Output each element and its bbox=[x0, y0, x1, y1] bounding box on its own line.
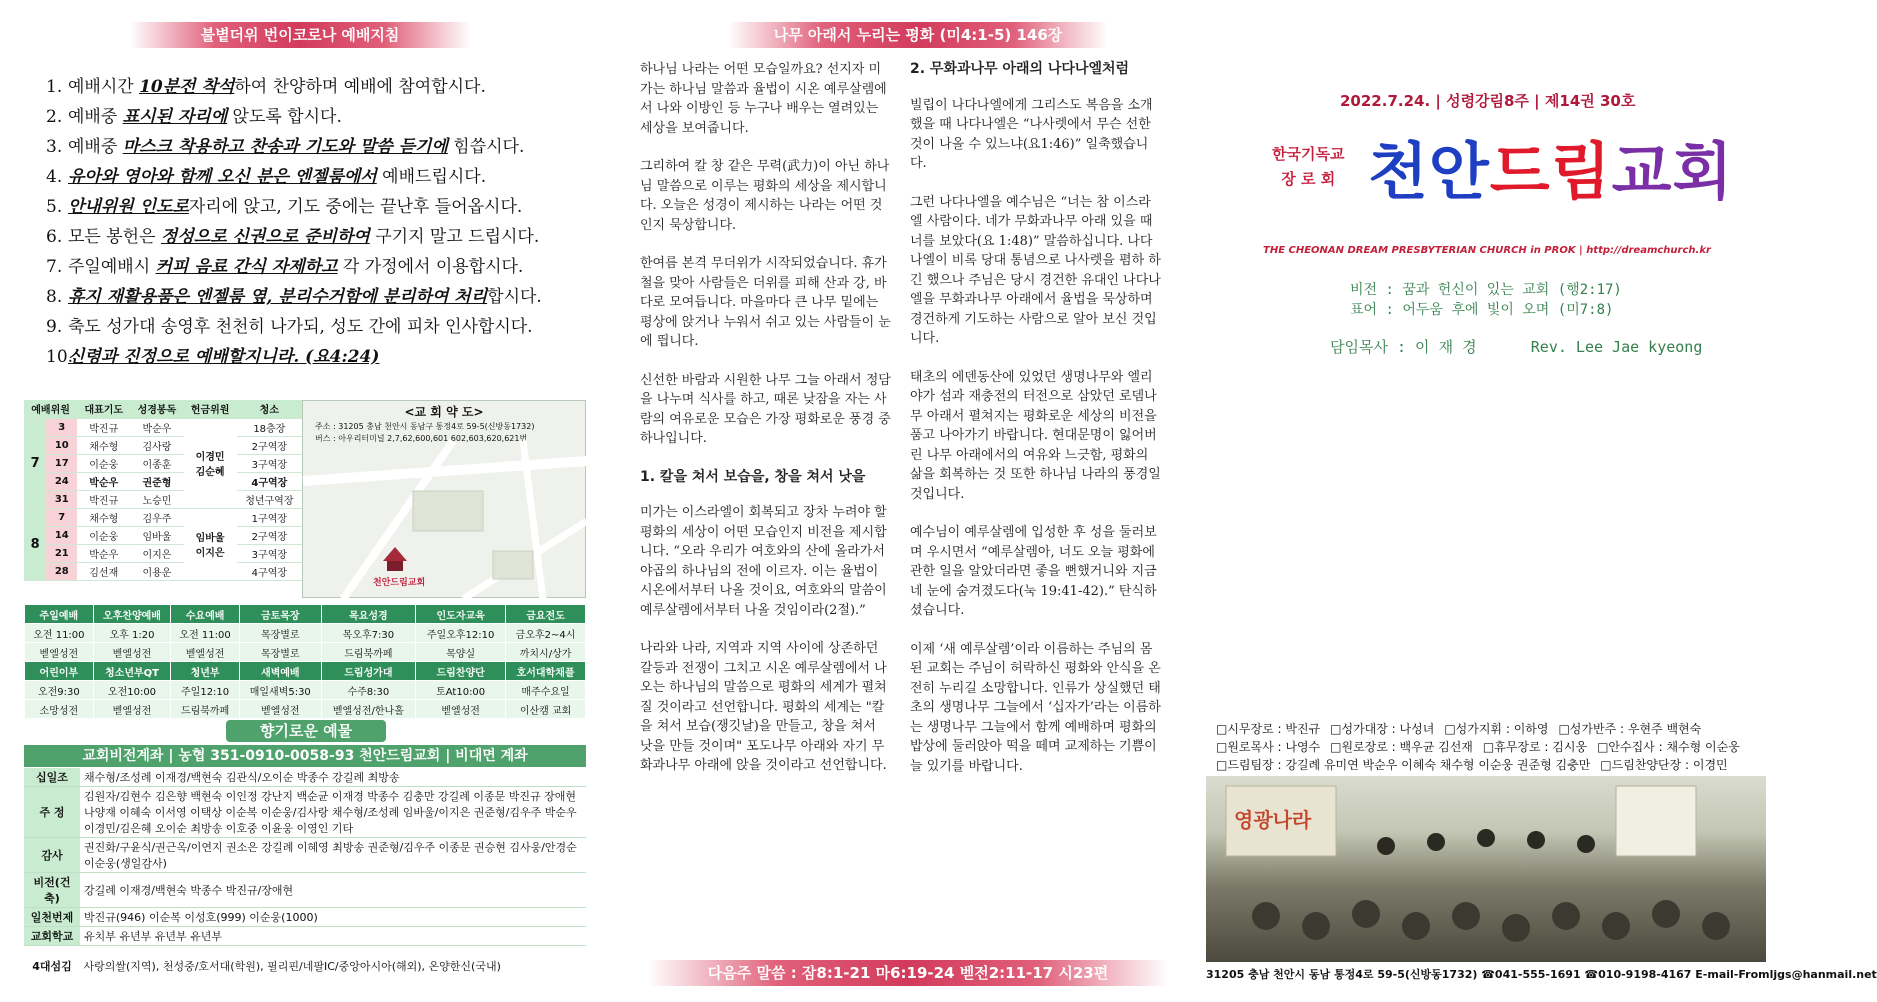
offering-table bbox=[24, 768, 586, 946]
map-title: <교 회 약 도> bbox=[404, 405, 484, 419]
offering-names: 강길례 이재경/백현숙 박종수 박진규/장애현 bbox=[80, 873, 586, 908]
sermon-paragraph: 미가는 이스라엘이 회복되고 장차 누려야 할 평화의 세상이 어떤 모습인지 비전을 제시합니다. “오라 우리가 여호와의 산에 올라가서 야곱의 하나님의 전에 이르자. 이는 율법이 시온에서부터 나올 것이요, 여호와의 말씀이 예루살렘에서부터 나올 것임이라(2절).” bbox=[640, 505, 887, 618]
duty-reading: 이용운 bbox=[130, 562, 183, 580]
offering-key: 감사 bbox=[24, 838, 80, 873]
bulletin-date: 2022.7.24. | 성령강림8주 | 제14권 30호 bbox=[1340, 92, 1636, 110]
duty-cleaning: 4구역장 bbox=[237, 562, 302, 580]
rule-item bbox=[46, 252, 586, 282]
offering-key: 비전(건축) bbox=[24, 873, 80, 908]
duty-cleaning: 4구역장 bbox=[237, 472, 302, 490]
duty-cleaning: 1구역장 bbox=[237, 508, 302, 526]
rule-text-post: 앉도록 합시다. bbox=[227, 107, 342, 127]
logo-part-church: 교회 bbox=[1611, 135, 1734, 208]
rule-text-pre: 모든 봉헌은 bbox=[68, 227, 161, 247]
offering-names: 박진규(946) 이순복 이성호(999) 이순웅(1000) bbox=[80, 908, 586, 927]
offering-row bbox=[24, 838, 586, 873]
sermon-paragraph: 한여름 본격 무더위가 시작되었습니다. 휴가철을 맞아 사람들은 더위를 피해 산과 강, 바다로 모여듭니다. 마을마다 큰 나무 밑에는 평상에 앉거나 누워서 쉬고 있는 사람들이 눈에 띕니다. bbox=[640, 256, 891, 349]
sermon-heading: 2. 무화과나무 아래의 나다나엘처럼 bbox=[910, 61, 1130, 77]
rule-number: 10. bbox=[46, 347, 74, 367]
staff-entry: □드림찬양단장 : 이경민 bbox=[1600, 758, 1728, 772]
offering-row bbox=[24, 873, 586, 908]
schedule-header-cell: 새벽예배 bbox=[239, 662, 321, 681]
map-drawing bbox=[303, 401, 587, 599]
duty-day: 14 bbox=[46, 526, 77, 544]
duty-day: 28 bbox=[46, 562, 77, 580]
rule-text-pre: 예배시간 bbox=[68, 77, 140, 97]
four-ministries-value: 사랑의쌀(지역), 천성중/호서대(학원), 필리핀/네팔IC/중앙아시아(해외), 온양한신(국내) bbox=[83, 960, 501, 973]
staff-entry: □휴무장로 : 김시웅 bbox=[1482, 740, 1588, 754]
schedule-time-row bbox=[25, 624, 586, 643]
duty-day: 3 bbox=[46, 418, 77, 436]
duty-prayer: 박진규 bbox=[77, 418, 130, 436]
rule-number: 4. bbox=[46, 167, 63, 187]
schedule-place-cell: 목양실 bbox=[416, 643, 506, 662]
rule-text-pre: 주일예배시 bbox=[68, 257, 156, 277]
rule-text-emphasis: 안내위원 인도로 bbox=[68, 197, 189, 217]
staff-entry: □원로목사 : 나영수 bbox=[1216, 740, 1321, 754]
logo-part-dream: 드림 bbox=[1489, 135, 1612, 208]
sermon-col-left bbox=[640, 60, 892, 795]
duty-reading: 권준형 bbox=[130, 472, 183, 490]
duty-header: 성경봉독 bbox=[130, 400, 183, 418]
offering-row bbox=[24, 787, 586, 838]
schedule-header-cell: 드림성가대 bbox=[321, 662, 416, 681]
sermon-paragraph: 이제 ‘새 예루살렘’이라 이름하는 주님의 몸 된 교회는 주님이 허락하신 평화와 안식을 온전히 누리길 소망합니다. 인류가 상실했던 태초의 생명나무 그늘에서 ‘십자가’라는 이름하는 생명나무 그늘에서 함께 예배하며 평화의 밥상에 둘러앉아 떡을 떼며 교제하는 기쁨이 늘 있기를 바랍니다. bbox=[910, 641, 1161, 774]
rule-item bbox=[46, 192, 586, 222]
duty-prayer: 박순우 bbox=[77, 544, 130, 562]
duty-reading: 박순우 bbox=[130, 418, 183, 436]
staff-entry: □성가지휘 : 이하영 bbox=[1444, 722, 1549, 736]
duty-prayer: 박진규 bbox=[77, 490, 130, 508]
schedule-time-cell: 목오후7:30 bbox=[321, 624, 416, 643]
rule-text-emphasis: 마스크 착용하고 찬송과 기도와 말씀 듣기에 bbox=[122, 137, 448, 157]
rule-text-post: 각 가정에서 이용합시다. bbox=[337, 257, 524, 277]
schedule-place-cell: 벧엘성전 bbox=[171, 643, 240, 662]
staff-entry: □성가대장 : 나성녀 bbox=[1330, 722, 1435, 736]
schedule-header-cell: 청년부 bbox=[171, 662, 240, 681]
schedule-time-cell: 목장별로 bbox=[239, 624, 321, 643]
staff-entry: □원로장로 : 백우균 김선재 bbox=[1330, 740, 1473, 754]
duty-prayer: 김선재 bbox=[77, 562, 130, 580]
rule-text-emphasis: 커피 음료 간식 자제하고 bbox=[155, 257, 338, 277]
schedule-place-cell: 벧엘성전 bbox=[93, 700, 170, 719]
duty-reading: 이종훈 bbox=[130, 454, 183, 472]
schedule-time-cell: 매일새벽5:30 bbox=[239, 681, 321, 700]
rule-item bbox=[46, 342, 586, 372]
duty-roster-table bbox=[24, 400, 302, 581]
vision-block bbox=[1350, 280, 1622, 320]
duty-row bbox=[24, 562, 302, 580]
duty-reading: 김사랑 bbox=[130, 436, 183, 454]
rule-number: 1. bbox=[46, 77, 63, 97]
offering-row bbox=[24, 768, 586, 787]
rule-number: 8. bbox=[46, 287, 63, 307]
schedule-header-cell: 목요성경 bbox=[321, 605, 416, 624]
duty-reading: 이지은 bbox=[130, 544, 183, 562]
duty-row bbox=[24, 472, 302, 490]
sermon-paragraph: 나라와 나라, 지역과 지역 사이에 상존하던 갈등과 전쟁이 그치고 시온 예루살렘에서 나오는 하나님의 말씀으로 평화의 세계가 펼쳐질 것이라고 선언합니다. 평화의 세계는 "칼을 쳐서 보습(쟁깃날)을 만들고, 창을 쳐서 낫을 만들 것이며" 포도나무 아래와 자기 무화과나무 아래에 앉을 것이라고 선언합니다. bbox=[640, 641, 887, 773]
schedule-header-cell: 금토목장 bbox=[239, 605, 321, 624]
rule-number: 3. bbox=[46, 137, 63, 157]
offering-row bbox=[24, 927, 586, 946]
denomination bbox=[1272, 142, 1344, 192]
duty-prayer: 채수형 bbox=[77, 436, 130, 454]
rule-item bbox=[46, 222, 586, 252]
church-name-logo bbox=[1368, 122, 1733, 211]
rule-text-post: 구기지 말고 드립시다. bbox=[369, 227, 540, 247]
duty-month: 8 bbox=[24, 508, 46, 580]
duty-reading: 김우주 bbox=[130, 508, 183, 526]
next-week-banner: 다음주 말씀 : 잠8:1-21 마6:19-24 벧전2:11-17 시23편 bbox=[648, 960, 1168, 986]
duty-day: 10 bbox=[46, 436, 77, 454]
offering-key: 일천번제 bbox=[24, 908, 80, 927]
schedule-header-row bbox=[25, 605, 586, 624]
rule-number: 9. bbox=[46, 317, 63, 337]
rule-item bbox=[46, 162, 586, 192]
staff-entry: □시무장로 : 박진규 bbox=[1216, 722, 1321, 736]
map-church-label: 천안드림교회 bbox=[373, 578, 426, 588]
rule-item bbox=[46, 132, 586, 162]
rule-number: 6. bbox=[46, 227, 63, 247]
staff-entry: □안수집사 : 채수형 이순웅 bbox=[1597, 740, 1740, 754]
offering-key: 십일조 bbox=[24, 768, 80, 787]
schedule-time-cell: 주일오후12:10 bbox=[416, 624, 506, 643]
schedule-time-cell: 오전 11:00 bbox=[25, 624, 94, 643]
schedule-time-cell: 금오후2~4시 bbox=[506, 624, 586, 643]
rule-text-post: 자리에 앉고, 기도 중에는 끝난후 들어옵시다. bbox=[188, 197, 523, 217]
schedule-place-cell: 이산캠 교회 bbox=[506, 700, 586, 719]
duty-row bbox=[24, 454, 302, 472]
schedule-time-cell: 매주수요일 bbox=[506, 681, 586, 700]
denomination-line-1: 한국기독교 bbox=[1272, 145, 1345, 163]
duty-day: 7 bbox=[46, 508, 77, 526]
sermon-paragraph: 그런 나다나엘을 예수님은 “너는 참 이스라엘 사람이다. 네가 무화과나무 아래 있을 때 너를 보았다(요 1:48)” 말씀하십니다. 나다나엘이 비록 당대 통념으로 나사렛을 폄하 하긴 했으나 주님은 당시 경건한 유대인 나다나엘을 무화과나무 아래에서 율법을 묵상하며 경건하게 기도하는 사람으로 알아 보신 것입니다. bbox=[910, 194, 1161, 346]
schedule-place-cell: 목장별로 bbox=[239, 643, 321, 662]
schedule-place-cell: 벧엘성전 bbox=[93, 643, 170, 662]
duty-cleaning: 18층장 bbox=[237, 418, 302, 436]
schedule-time-cell: 토At10:00 bbox=[416, 681, 506, 700]
english-name: THE CHEONAN DREAM PRESBYTERIAN CHURCH in PROK | http://dreamchurch.kr bbox=[1263, 245, 1711, 256]
rule-text-post: 합시다. bbox=[487, 287, 542, 307]
worship-rules-list bbox=[46, 72, 586, 372]
duty-offering: 임바울 이지은 bbox=[184, 508, 237, 580]
duty-reading: 노승민 bbox=[130, 490, 183, 508]
duty-cleaning: 3구역장 bbox=[237, 454, 302, 472]
schedule-time-cell: 오전10:00 bbox=[93, 681, 170, 700]
rule-item bbox=[46, 282, 586, 312]
duty-header: 헌금위원 bbox=[184, 400, 237, 418]
duty-prayer: 박순우 bbox=[77, 472, 130, 490]
duty-row bbox=[24, 508, 302, 526]
duty-prayer: 채수형 bbox=[77, 508, 130, 526]
sermon-paragraph: 신선한 바람과 시원한 나무 그늘 아래서 정담을 나누며 식사를 하고, 때론 낮잠을 자는 사람의 여유로운 모습은 가장 평화로운 풍경 중 하나입니다. bbox=[640, 372, 891, 446]
staff-entry: □성가반주 : 우현주 백현숙 bbox=[1558, 722, 1702, 736]
schedule-time-cell: 수주8:30 bbox=[321, 681, 416, 700]
rule-text-pre: 축도 성가대 송영후 천천히 나가되, 성도 간에 피차 인사합시다. bbox=[68, 317, 533, 337]
rule-text-emphasis: 표시된 자리에 bbox=[122, 107, 228, 127]
schedule-place-cell: 벧엘성전 bbox=[25, 643, 94, 662]
schedule-place-row bbox=[25, 643, 586, 662]
sermon-paragraph: 태초의 에덴동산에 있었던 생명나무와 엘리야가 섬과 재충전의 터전으로 삼았던 로뎀나무 아래서 펼쳐지는 평화로운 세상의 비전을 품고 나아가기 바랍니다. 현대문명이 잃어버린 나무 아래에서의 여유와 느긋함, 평화의 삶을 회복하는 것 또한 하나님 나라의 풍경일 것입니다. bbox=[910, 369, 1161, 502]
duty-day: 21 bbox=[46, 544, 77, 562]
footer-contact: 31205 충남 천안시 동남 통정4로 59-5(신방동1732) ☎041-555-1691 ☎010-9198-4167 E-mail-Fromljgs@hanmail.net bbox=[1206, 968, 1877, 981]
schedule-header-row bbox=[25, 662, 586, 681]
duty-day: 24 bbox=[46, 472, 77, 490]
rule-number: 2. bbox=[46, 107, 63, 127]
schedule-time-cell: 오전 11:00 bbox=[171, 624, 240, 643]
rule-text-emphasis: 정성으로 신권으로 준비하여 bbox=[160, 227, 370, 247]
schedule-header-cell: 드림찬양단 bbox=[416, 662, 506, 681]
duty-cleaning: 2구역장 bbox=[237, 436, 302, 454]
duty-day: 17 bbox=[46, 454, 77, 472]
church-pin-icon bbox=[383, 547, 407, 561]
duty-row bbox=[24, 418, 302, 436]
duty-row bbox=[24, 436, 302, 454]
denomination-line-2: 장 로 회 bbox=[1281, 170, 1336, 188]
offering-names: 채수형/조성례 이재경/백현숙 김관식/오이순 박종수 강길례 최방송 bbox=[80, 768, 586, 787]
sermon-paragraph: 예수님이 예루살렘에 입성한 후 성을 둘러보며 우시면서 “예루살렘아, 너도 오늘 평화에 관한 일을 알았더라면 좋을 뻔했거니와 지금 네 눈에 숨겨졌도다(눅 19:41-42).” 탄식하셨습니다. bbox=[910, 525, 1157, 618]
schedule-place-cell: 소망성전 bbox=[25, 700, 94, 719]
staff-entry: □드림팀장 : 강길례 유미연 박순우 이혜숙 채수형 이순웅 권준형 김충만 bbox=[1216, 758, 1591, 772]
offering-names: 유치부 유년부 유년부 유년부 bbox=[80, 927, 586, 946]
sermon-paragraph: 하나님 나라는 어떤 모습일까요? 선지자 미가는 하나님 말씀과 율법이 시온 예루살렘에서 나와 이방인 등 누구나 배우는 열려있는 세상을 보여줍니다. bbox=[640, 62, 887, 136]
offering-names: 김원자/김현수 김은향 백현숙 이인정 강난지 백순균 이재경 박종수 김충만 강길례 이종문 박진규 장애현 나양재 이혜숙 이서영 이택상 이순복 이순웅/김사랑 채수형/조성례 임바울/이지은 권준형/김우주 박순우 이경민/김은혜 오이순 최방송 이호중 이윤웅 이영인 기타 bbox=[80, 787, 586, 838]
logo-part-cheonan: 천안 bbox=[1368, 135, 1490, 208]
duty-row bbox=[24, 544, 302, 562]
schedule-place-cell: 드림북까페 bbox=[171, 700, 240, 719]
rule-text-emphasis: 신령과 진정으로 예배할지니라. (요4:24) bbox=[68, 347, 380, 367]
schedule-place-cell: 드림북까페 bbox=[321, 643, 416, 662]
four-ministries-key: 4대섬김 bbox=[32, 960, 72, 973]
map-address-line: 주소 : 31205 충남 천안시 동남구 통정4로 59-5(신방동1732) bbox=[315, 422, 535, 431]
offering-title: 향기로운 예물 bbox=[226, 720, 386, 742]
schedule-time-cell: 오후 1:20 bbox=[93, 624, 170, 643]
rule-item bbox=[46, 72, 586, 102]
worship-photo bbox=[1206, 776, 1766, 962]
rule-text-emphasis: 유아와 영아와 함께 오신 분은 엔젤룸에서 bbox=[68, 167, 377, 187]
rule-text-post: 힘씁시다. bbox=[447, 137, 525, 157]
schedule-header-cell: 주일예배 bbox=[25, 605, 94, 624]
schedule-time-row bbox=[25, 681, 586, 700]
account-bar: 교회비전계좌 | 농협 351-0910-0058-93 천안드림교회 | 비대면 계좌 bbox=[24, 745, 586, 767]
schedule-header-cell: 금요전도 bbox=[506, 605, 586, 624]
sermon-title-banner: 나무 아래서 누리는 평화 (미4:1-5) 146장 bbox=[728, 22, 1108, 48]
duty-prayer: 이순웅 bbox=[77, 454, 130, 472]
rule-item bbox=[46, 312, 586, 342]
duty-header: 예배위원 bbox=[24, 400, 77, 418]
schedule-header-cell: 인도자교육 bbox=[416, 605, 506, 624]
duty-row bbox=[24, 526, 302, 544]
duty-cleaning: 3구역장 bbox=[237, 544, 302, 562]
sermon-paragraph: 그리하여 칼 창 같은 무력(武力)이 아닌 하나님 말씀으로 이루는 평화의 세상을 제시합니다. 오늘은 성경이 제시하는 나라는 어떤 것인지 묵상합니다. bbox=[640, 159, 890, 233]
duty-offering: 이경민 김순혜 bbox=[184, 418, 237, 508]
vision-line: 비전 : 꿈과 헌신이 있는 교회 (행2:17) bbox=[1350, 282, 1622, 298]
four-ministries bbox=[24, 958, 586, 974]
schedule-header-cell: 청소년부QT bbox=[93, 662, 170, 681]
offering-names: 권진화/구윤식/권근옥/이연지 권소은 강길례 이혜영 최방송 권준형/김우주 이종문 권승현 김사웅/안경순 이순웅(생일감사) bbox=[80, 838, 586, 873]
schedule-header-cell: 어린이부 bbox=[25, 662, 94, 681]
rule-number: 7. bbox=[46, 257, 63, 277]
duty-month: 7 bbox=[24, 418, 46, 508]
duty-header: 대표기도 bbox=[77, 400, 130, 418]
rule-number: 5. bbox=[46, 197, 63, 217]
duty-row bbox=[24, 490, 302, 508]
schedule-header-cell: 호서대학채플 bbox=[506, 662, 586, 681]
rule-text-post: 하여 찬양하며 예배에 참여합시다. bbox=[234, 77, 486, 97]
rule-text-emphasis: 휴지 재활용품은 엔젤룸 옆, 분리수거함에 분리하여 처리 bbox=[68, 287, 488, 307]
staff-list bbox=[1216, 720, 1776, 774]
schedule-place-row bbox=[25, 700, 586, 719]
rule-item bbox=[46, 102, 586, 132]
left-panel bbox=[0, 0, 600, 1002]
schedule-place-cell: 벧엘성전/한나홀 bbox=[321, 700, 416, 719]
schedule-place-cell: 벧엘성전 bbox=[416, 700, 506, 719]
duty-prayer: 이순웅 bbox=[77, 526, 130, 544]
guideline-banner: 불볕더위 번이코로나 예배지침 bbox=[130, 22, 470, 48]
church-map bbox=[302, 400, 586, 598]
duty-reading: 임바울 bbox=[130, 526, 183, 544]
schedule-place-cell: 벧엘성전 bbox=[239, 700, 321, 719]
schedule-time-cell: 주일12:10 bbox=[171, 681, 240, 700]
map-bus-line: 버스 : 아우리터미널 2,7,62,600,601,602,603,620,621번 bbox=[315, 434, 528, 443]
rule-text-post: 예배드립시다. bbox=[376, 167, 487, 187]
duty-cleaning: 청년구역장 bbox=[237, 490, 302, 508]
offering-key: 주 정 bbox=[24, 787, 80, 838]
duty-cleaning: 2구역장 bbox=[237, 526, 302, 544]
schedule-time-cell: 오전9:30 bbox=[25, 681, 94, 700]
worship-schedule-table bbox=[24, 604, 586, 719]
offering-key: 교회학교 bbox=[24, 927, 80, 946]
rule-text-emphasis: 10분전 착석 bbox=[139, 77, 235, 97]
sermon-col-right bbox=[910, 60, 1162, 795]
motto-line: 표어 : 어두움 후에 빛이 오며 (미7:8) bbox=[1350, 302, 1614, 318]
rule-text-pre: 예배중 bbox=[68, 137, 123, 157]
sermon-paragraph: 빌립이 나다나엘에게 그리스도 복음을 소개했을 때 나다나엘은 “나사렛에서 무슨 선한 것이 나올 수 있느냐(요1:46)” 일축했습니다. bbox=[910, 97, 1153, 171]
duty-header: 청소 bbox=[237, 400, 302, 418]
rule-text-pre: 예배중 bbox=[68, 107, 123, 127]
schedule-place-cell: 까치시/상가 bbox=[506, 643, 586, 662]
photo-banner-text: 영광나라 bbox=[1234, 808, 1312, 832]
schedule-header-cell: 수요예배 bbox=[171, 605, 240, 624]
pastor-line: 담임목사 : 이 재 경 Rev. Lee Jae kyeong bbox=[1330, 338, 1703, 356]
sermon-panel bbox=[628, 0, 1168, 1002]
duty-day: 31 bbox=[46, 490, 77, 508]
sermon-heading: 1. 칼을 쳐서 보습을, 창을 쳐서 낫을 bbox=[640, 468, 866, 485]
schedule-header-cell: 오후찬양예배 bbox=[93, 605, 170, 624]
offering-row bbox=[24, 908, 586, 927]
